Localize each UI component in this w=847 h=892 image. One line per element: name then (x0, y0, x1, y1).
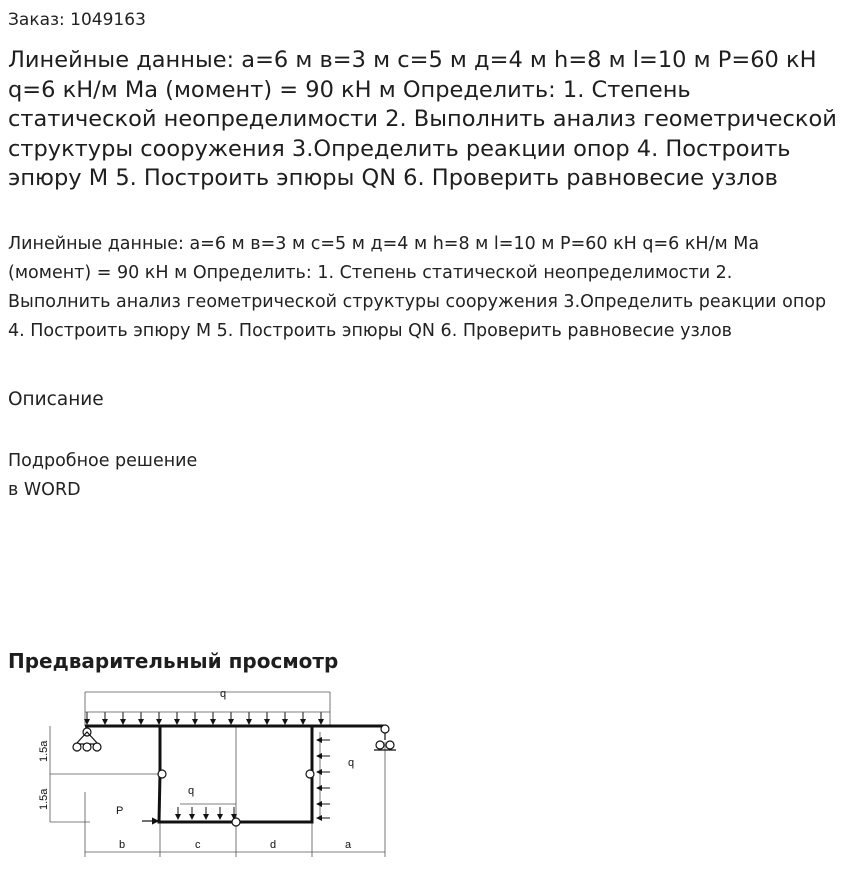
order-number: Заказ: 1049163 (8, 10, 146, 30)
label-c: c (195, 839, 201, 851)
preview-heading: Предварительный просмотр (8, 649, 339, 673)
label-force-p: P (116, 805, 124, 817)
label-dim-lower: 1.5a (38, 788, 50, 810)
label-a: a (345, 839, 352, 851)
label-b: b (119, 839, 126, 851)
task-description-text: Линейные данные: а=6 м в=3 м с=5 м д=4 м h=8 м l=10 м P=60 кН q=6 кН/м Ма (момент) = 90 кН м Определить: 1. Степень статической неопределимости 2. Выполнить анализ геометрической структуры сооружения 3.Определить реакции опор 4. Построить эпюру М 5. Построить эпюры QN 6. Проверить равновесие узлов (8, 234, 827, 341)
description-heading: Описание (8, 389, 104, 410)
label-dim-upper: 1.5a (38, 740, 50, 762)
description-line: Подробное решение (8, 451, 198, 471)
frame-scheme-image (30, 682, 410, 864)
task-title: Линейные данные: а=6 м в=3 м с=5 м д=4 м h=8 м l=10 м P=60 кН q=6 кН/м Ма (момент) = 90 кН м Определить: 1. Степень статической неопределимости 2. Выполнить анализ геометрической структуры сооружения 3.Определить реакции опор 4. Построить эпюру М 5. Построить эпюры QN 6. Проверить равновесие узлов (8, 47, 837, 191)
description-line: в WORD (8, 480, 81, 500)
label-d: d (270, 839, 277, 851)
label-q-top: q (220, 688, 227, 700)
label-q-inner: q (188, 785, 195, 797)
label-q-right: q (348, 757, 355, 769)
